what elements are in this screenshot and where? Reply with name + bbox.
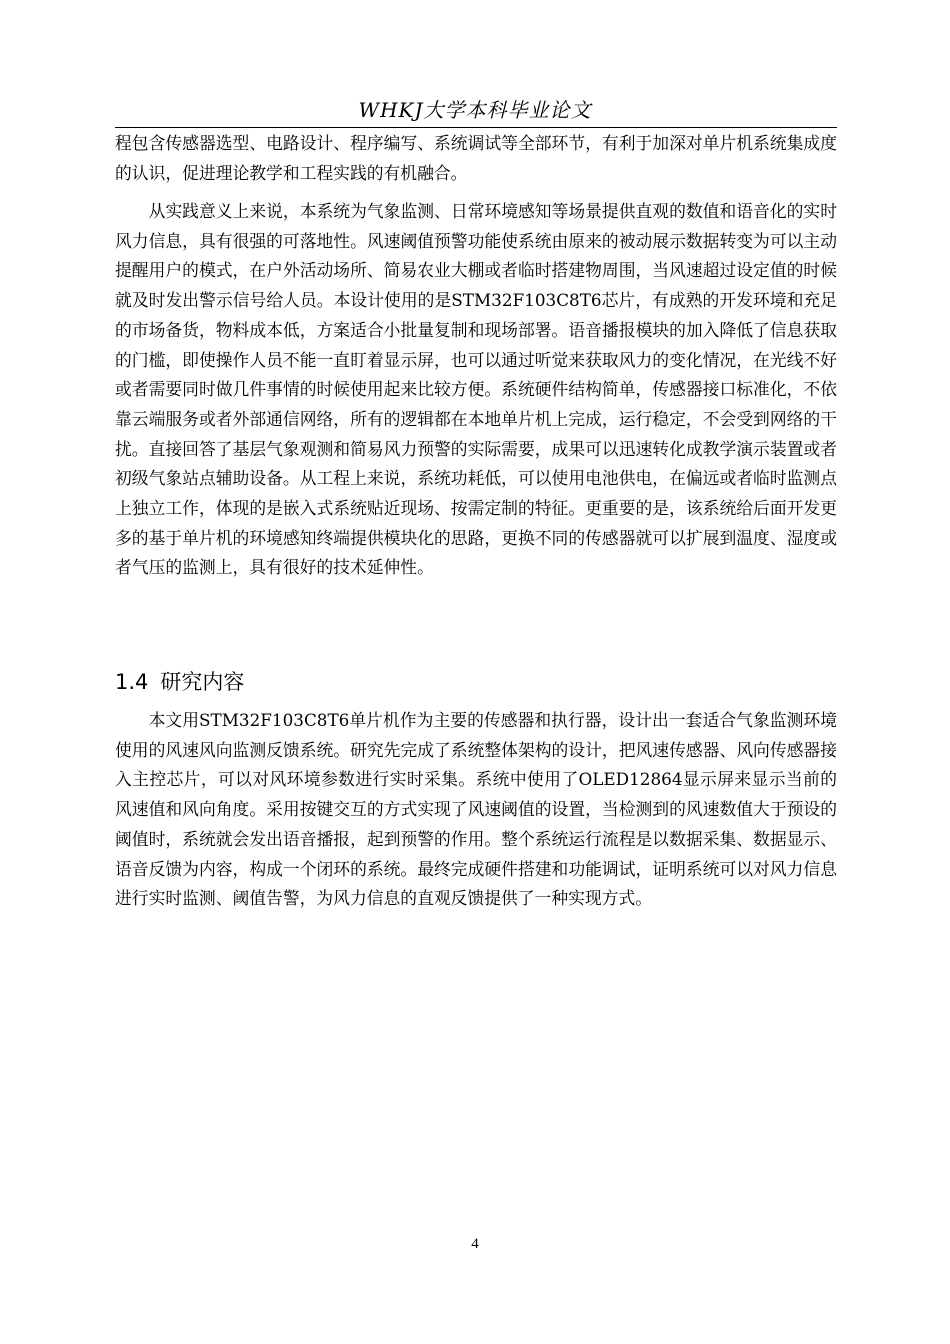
section-title: 研究内容 (160, 670, 245, 694)
paragraph-text: 程包含传感器选型、电路设计、程序编写、系统调试等全部环节，有利于加深对单片机系统集成度的认识，促进理论教学和工程实践的有机融合。 (115, 133, 837, 183)
paragraph-practical-significance (115, 197, 837, 583)
paragraph-research-content (115, 706, 837, 914)
section-heading (115, 666, 244, 696)
section-number: 1.4 (115, 670, 149, 694)
running-header-title: WHKJ大学本科毕业论文 (358, 98, 592, 122)
page-number: 4 (471, 1236, 479, 1252)
paragraph-continuation (115, 129, 837, 188)
header-rule (115, 127, 837, 128)
paragraph-text: 本文用STM32F103C8T6单片机作为主要的传感器和执行器，设计出一套适合气象监测环境使用的风速风向监测反馈系统。研究先完成了系统整体架构的设计，把风速传感器、风向传感器接入主控芯片，可以对风环境参数进行实时采集。系统中使用了OLED12864显示屏来显示当前的风速值和风向角度。采用按键交互的方式实现了风速阈值的设置，当检测到的风速数值大于预设的阈值时，系统就会发出语音播报，起到预警的作用。整个系统运行流程是以数据采集、数据显示、语音反馈为内容，构成一个闭环的系统。最终完成硬件搭建和功能调试，证明系统可以对风力信息进行实时监测、阈值告警，为风力信息的直观反馈提供了一种实现方式。 (115, 710, 837, 909)
paragraph-text: 从实践意义上来说，本系统为气象监测、日常环境感知等场景提供直观的数值和语音化的实时风力信息，具有很强的可落地性。风速阈值预警功能使系统由原来的被动展示数据转变为可以主动提醒用户的模式，在户外活动场所、简易农业大棚或者临时搭建物周围，当风速超过设定值的时候就及时发出警示信号给人员。本设计使用的是STM32F103C8T6芯片，有成熟的开发环境和充足的市场备货，物料成本低，方案适合小批量复制和现场部署。语音播报模块的加入降低了信息获取的门槛，即使操作人员不能一直盯着显示屏，也可以通过听觉来获取风力的变化情况，在光线不好或者需要同时做几件事情的时候使用起来比较方便。系统硬件结构简单，传感器接口标准化，不依靠云端服务或者外部通信网络，所有的逻辑都在本地单片机上完成，运行稳定，不会受到网络的干扰。直接回答了基层气象观测和简易风力预警的实际需要，成果可以迅速转化成教学演示装置或者初级气象站点辅助设备。从工程上来说，系统功耗低，可以使用电池供电，在偏远或者临时监测点上独立工作，体现的是嵌入式系统贴近现场、按需定制的特征。更重要的是，该系统给后面开发更多的基于单片机的环境感知终端提供模块化的思路，更换不同的传感器就可以扩展到温度、湿度或者气压的监测上，具有很好的技术延伸性。 (115, 201, 837, 578)
